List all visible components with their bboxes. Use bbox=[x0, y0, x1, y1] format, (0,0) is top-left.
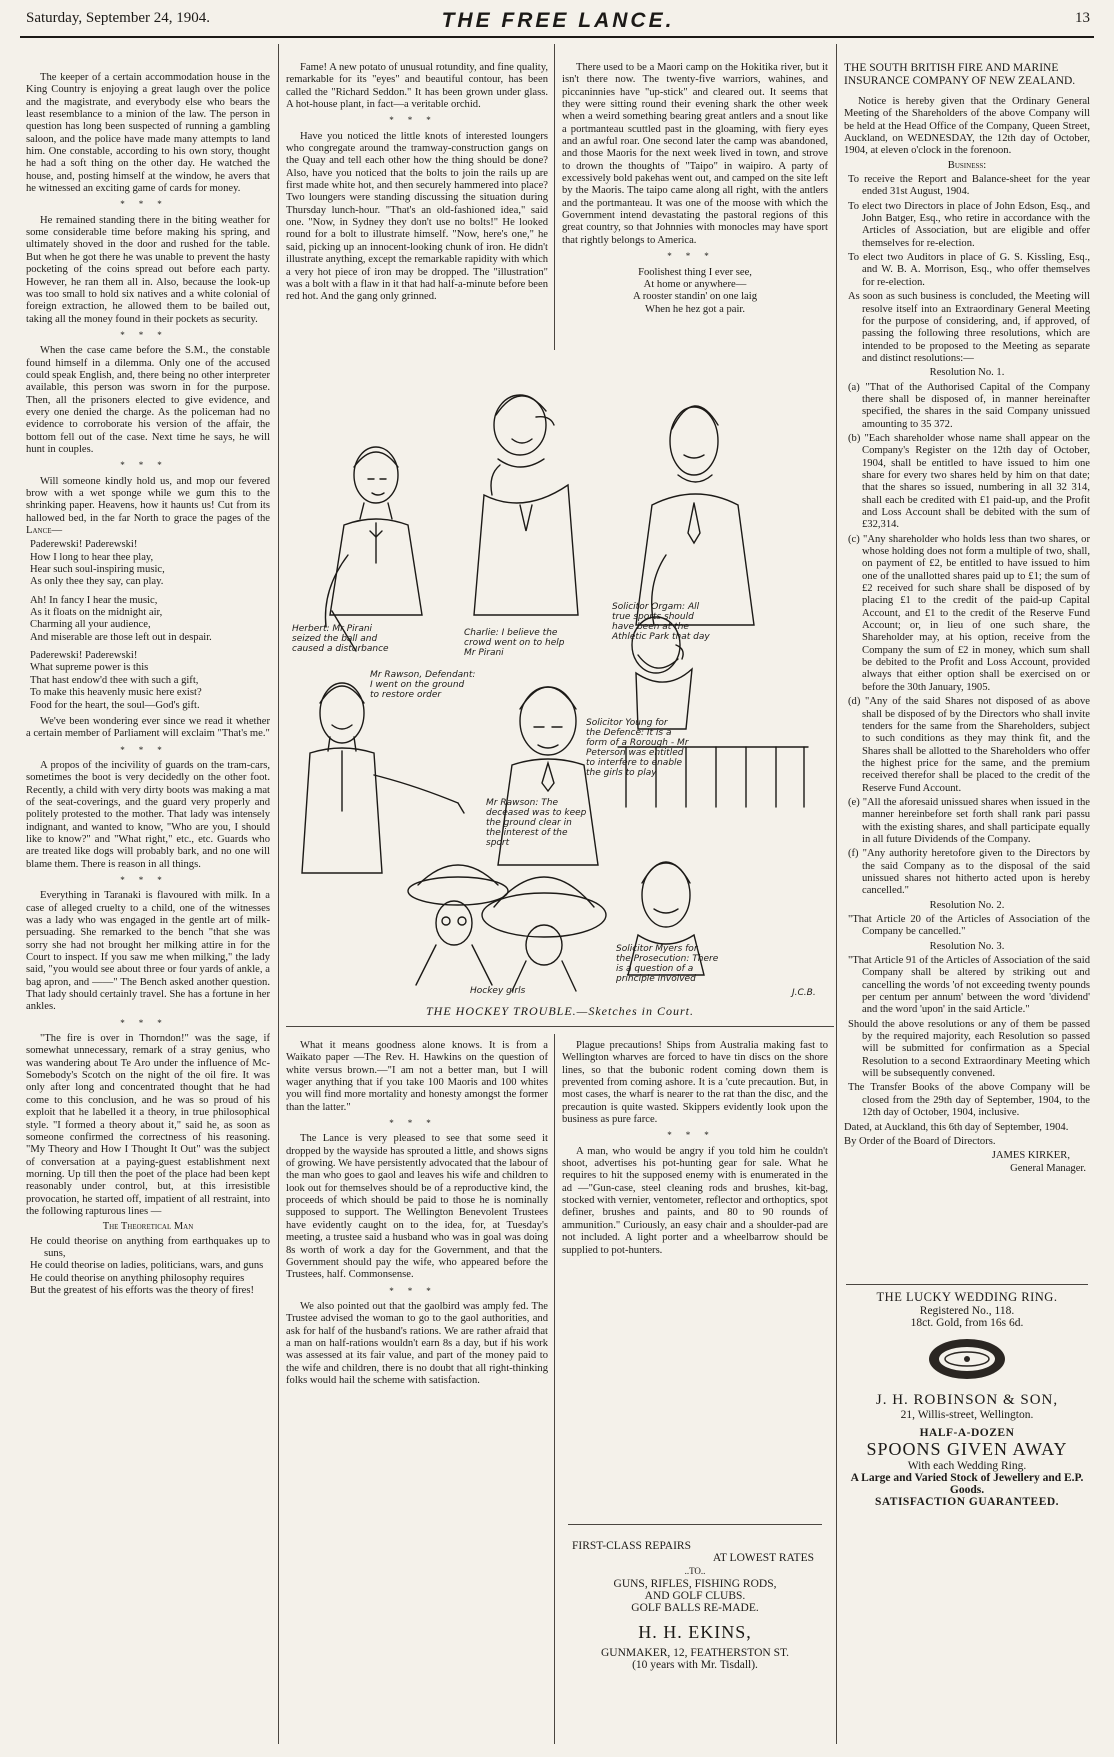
business-item: To elect two Auditors in place of G. S. Kissling, Esq., and W. B. A. Morrison, Esq., who offer themselves for re-election. bbox=[848, 252, 1090, 288]
sketch-label-line: true sports should bbox=[612, 612, 694, 622]
masthead-date: Saturday, September 24, 1904. bbox=[26, 10, 210, 26]
resolution-1-heading: Resolution No. 1. bbox=[929, 367, 1005, 379]
section-divider: *** bbox=[667, 1130, 723, 1141]
label-solicitor-myers: Solicitor Myers for the Prosecution: There is a question of a principle involved bbox=[616, 944, 719, 984]
section-divider: *** bbox=[389, 115, 445, 126]
article-potato: Fame! A new potato of unusual rotundity, and fine quality, remarkable for its "eyes" and beautiful contour, has been called the "Richard Seddon." It has been grown under glass. A hot-house plant, in fact—a veritable orchid. bbox=[286, 62, 548, 111]
sketch-label-line: deceased was to keep bbox=[486, 808, 587, 818]
resolution-1-d: (d) "Any of the said Shares not disposed of as above shall be disposed of by the Directors who shall invite tenders for the same from the Shareholders, subject to such conditions as they may think fit, and the Shares shall be allotted to the Shareholders who offer the highest price for the same, and the premium received therefor shall be placed to the credit of the Reserve Fund Account. bbox=[848, 696, 1090, 794]
article-accommodation-house: The keeper of a certain accommodation house in the King Country is enjoying a great laugh over the police and the magistrate, and everybody else who bears the least resemblance to a minion of the law. The person in question has long been suspected of running a gambling saloon, and the police have made many attempts to land him. One constable, according to his own story, thought he had a soft thing on the other day. He watched the house, and, posting himself at the window, he avers that he witnessed an exciting game of cards for money. bbox=[26, 72, 270, 195]
business-heading: Business: bbox=[947, 159, 987, 171]
section-divider: *** bbox=[667, 251, 723, 262]
notice-signer: JAMES KIRKER, bbox=[991, 1150, 1070, 1162]
notice-confirmation: Should the above resolutions or any of them be passed by the required majority, each Resolution so passed will be submitted for confirmation as a Special Resolution to a second Extraordinary Meeting which will be subsequently convened. bbox=[848, 1018, 1090, 1080]
sketch-label-line: form of a Rorough - Mr bbox=[586, 738, 689, 748]
label-charlie: Charlie: I believe the crowd went on to help Mr Pirani bbox=[464, 628, 565, 658]
sketch-charlie bbox=[474, 395, 578, 615]
resolution-3: "That Article 91 of the Articles of Association of the said Company shall be altered by striking out and cancelling the words 'of not exceeding twenty pounds per centum per annum' between the word 'dividend' and the word 'upon' in the said Article." bbox=[848, 955, 1090, 1016]
sketch-label-line: is a question of a bbox=[616, 964, 694, 974]
resolution-3-heading: Resolution No. 3. bbox=[929, 940, 1005, 952]
sketch-label-line: sport bbox=[486, 838, 510, 848]
cartoon-bottom-rule bbox=[286, 1026, 834, 1027]
business-item: To receive the Report and Balance-sheet for the year ended 31st August, 1904. bbox=[848, 174, 1090, 198]
notice-title: THE SOUTH BRITISH FIRE AND MARINE INSURANCE COMPANY OF NEW ZEALAND. bbox=[844, 62, 1076, 87]
sketch-label-line: to restore order bbox=[370, 690, 442, 700]
masthead-title: THE FREE LANCE. bbox=[441, 9, 675, 32]
resolution-1-f: (f) "Any authority heretofore given to the Directors by the said Company as to the disposal of the said unissued shares not hitherto acted upon is hereby cancelled." bbox=[848, 848, 1090, 897]
paderewski-poem: Paderewski! Paderewski! How I long to hear thee play, Hear such soul-inspiring music, As only thee they say, can play. Ah! In fancy I hear the music, As it floats on the midnight air, Charming all your audience, And miserable are those left out in despair. Paderewski! Paderewski! What supreme power is this That hast endow'd thee with such a gift, To make this heavenly music here exist? Food for the heart, the soul—God's gift. bbox=[30, 539, 212, 711]
sketch-label-line: principle involved bbox=[616, 974, 696, 984]
section-divider: *** bbox=[120, 460, 176, 471]
section-divider: *** bbox=[120, 1017, 176, 1028]
column-3-bottom bbox=[562, 1040, 828, 1508]
column-rule-3 bbox=[836, 44, 837, 1744]
article-waikato: What it means goodness alone knows. It is from a Waikato paper —The Rev. H. Hawkins on the question of white versus brown.—"I am not a better man, but I will wager anything that if you take 100 Maoris and 100 whites you will find more mortality and honesty amongst the former than the latter." bbox=[286, 1040, 548, 1113]
sketch-label-line: crowd went on to help bbox=[464, 638, 565, 648]
sketch-label-line: have been at the bbox=[612, 622, 689, 632]
sketch-solicitor-orgam bbox=[636, 406, 754, 625]
article-fire-theory: "The fire is over in Thorndon!" was the sage, if somewhat unnecessary, remark of a stray genius, who was wandering about Te Aro under the influence of Mc-Somebody's Scotch on the night of the oil fire. It was only after long and concentrated thought that he had come to this conclusion, and he was so proud of his exploit that he labelled it a theory, in true philosophical style. "I formed a theory about it," said he, as soon as someone confirmed the correctness of his reasoning. "My Theory and How I Thought It Out" was the subject of conversation at a paying-guest establishment next morning. Up till then the poet of the place had been kept reasonably under control, but, at this irresistible provocation, he started off, impatient of all restraint, into the following rapturous lines — bbox=[26, 1033, 270, 1217]
article-gaolbird: We also pointed out that the gaolbird was amply fed. The Trustee advised the woman to go to the gaol authorities, and ask for half of the husband's rations. We are rather afraid that a man on half-rations wouldn't earn 8s a day, but if his work was assessed at its fair value, and part of the money paid to the wife and children, there is no doubt that all right-thinking folks would hail the scheme with satisfaction. bbox=[286, 1300, 548, 1386]
sketch-central-man bbox=[498, 687, 598, 865]
sketch-hockey-girls bbox=[408, 865, 606, 991]
notice-signer-title: General Manager. bbox=[1010, 1162, 1086, 1174]
sketch-label-line: the Defence: It is a bbox=[586, 728, 672, 738]
column-1 bbox=[26, 72, 270, 1748]
sketch-rawson-defendant bbox=[302, 683, 464, 873]
sketch-label-line: seized the ball and bbox=[292, 634, 378, 644]
sketch-label-line: to interfere to enable bbox=[586, 758, 683, 768]
sketch-label-line: the interest of the bbox=[486, 828, 568, 838]
resolution-1-e: (e) "All the aforesaid unissued shares when issued in the manner hereinbefore set forth shall rank pari passu with the existing shares, and shall participate equally in all future Dividends of the Company. bbox=[848, 796, 1090, 845]
resolution-2-heading: Resolution No. 2. bbox=[929, 899, 1005, 911]
resolution-1-a: (a) "That of the Authorised Capital of the Company there shall be disposed of, in manner hereinafter specified, the shares in the said Company unissued amounting to 35 372. bbox=[848, 381, 1090, 430]
notice-transfer-books: The Transfer Books of the above Company will be closed from the 29th day of September, 1904, to the 12th day of October, 1904, inclusive. bbox=[848, 1082, 1090, 1119]
column-2-bottom bbox=[286, 1040, 548, 1746]
resolution-1-c: (c) "Any shareholder who holds less than two shares, or whose holding does not form a multiple of two, shall, on payment of £2, be entitled to have issued to him one of the unallotted shares paid up to £1; the sum of £2 received for such share shall be disposed of by placing £1 to the credit of the paid-up Capital Account, and £1 to the credit of the Reserve Fund Account; or, in lieu of one such share, the Shareholder may, at his option, receive from the Company the sum of £2 in money, which sum shall be debited to the Profit and Loss Account, provided always that either option shall be exercised on or before the 30th January, 1905. bbox=[848, 533, 1090, 693]
article-court-case: When the case came before the S.M., the constable found himself in a dilemma. Only one of the accused could speak English, and, there being no other interpreter available, this person was sworn in for the purpose. Then, all the prisoners elected to give evidence, and every one denied the charge. As the policeman had no evidence to corroborate his version of the affair, the bottom fell out of the case. Next time he says, he will hunt in couples. bbox=[26, 345, 270, 455]
business-item: As soon as such business is concluded, the Meeting will resolve itself into an Extraordinary General Meeting for the purpose of considering, and, if approved, of passing the following three resolutions, which are intended to be proposed to the Meeting as separate and distinct resolutions:— bbox=[848, 291, 1090, 364]
business-item: To elect two Directors in place of John Edson, Esq., and John Batger, Esq., who retire in accordance with the Articles of Association, but are eligible and offer themselves for re-election. bbox=[848, 200, 1090, 249]
label-rawson-2: Mr Rawson: The deceased was to keep the ground clear in the interest of the sport bbox=[486, 798, 587, 848]
insurance-notice bbox=[844, 62, 1090, 1280]
article-tram-guards: A propos of the incivility of guards on the tram-cars, sometimes the boot is very decidedly on the other foot. Recently, a child with very dirty boots was making a mat of the seat-coverings, and the guard very properly and politely protested to the mother. That lady was intensely indignant, and wanted to know, "Who are you, I should like to know?" and "What right," etc., etc. Guards who are treated like dogs will probably bark, and no one will blame them. There is reason in all things. bbox=[26, 759, 270, 870]
column-2-top bbox=[286, 62, 548, 348]
section-divider: *** bbox=[389, 1118, 445, 1129]
notice-intro: Notice is hereby given that the Ordinary General Meeting of the Shareholders of the above Company will be held at the Head Office of the Company, Queen Street, Auckland, on WEDNESDAY, the 12th day of October, 1904, at eleven o'clock in the forenoon. bbox=[844, 96, 1090, 157]
label-rawson-defendant: Mr Rawson, Defendant: I went on the ground to restore order bbox=[370, 670, 476, 700]
column-3-top bbox=[562, 62, 828, 348]
resolution-2: "That Article 20 of the Articles of Association of the Company be cancelled." bbox=[848, 914, 1090, 938]
article-benevolent-trustees: The Lance is very pleased to see that some seed it dropped by the wayside has sprouted a little, and shows signs of growing. We have persistently advocated that the labour of the man who goes to gaol and leaves his wife and children to look out for themselves should be of a reproductive kind, the proceeds of which should be paid to those he is nominally supposed to support. The Wellington Benevolent Trustees have evidently caught on to the idea, for, at Tuesday's meeting, a trustee said a husband who was in goal was doing 8s worth of work a day for the Government, and that the Government should pay the wife, who appeared before the Trustees, half. Commonsense. bbox=[286, 1133, 548, 1281]
article-parliament: We've been wondering ever since we read it whether a certain member of Parliament will exclaim "That's me." bbox=[26, 715, 270, 740]
sketch-label-line: Athletic Park that day bbox=[612, 632, 710, 642]
article-paderewski-intro: Will someone kindly hold us, and mop our fevered brow with a wet sponge while we gum this to the shrinking paper. Heavens, how it haunts us! Cut from its hallowed bed, in the far North to grace the pages of the Lance— bbox=[26, 475, 270, 537]
label-hockey-girls: Hockey girls bbox=[470, 986, 526, 996]
resolution-1-b: (b) "Each shareholder whose name shall appear on the Company's Register on the 12th day of October, 1904, shall be entitled to have issued to him one share for every two shares held by him on that date; that the shares so issued, numbering in all 32 314, shall each be credited with £1 paid-up, and the Profit and Loss Account shall be debited with the sum of £32,314. bbox=[848, 432, 1090, 531]
notice-dated: Dated, at Auckland, this 6th day of September, 1904. bbox=[844, 1121, 1069, 1133]
sketch-herbert bbox=[325, 447, 422, 651]
sketch-label-line: the girls to play bbox=[586, 768, 657, 778]
article-card-game: He remained standing there in the biting weather for some considerable time before making his spring, and ultimately shoved in the door and rushed for the table. But when he got there he was unable to prevent the hasty pocketing of the coins spread out before each party. However, he ran them all in. Also, because the look-up was too small to hold six natives and a white colonial of foreign extraction, he allowed them to be bailed out, taking all the money found in their pockets as security. bbox=[26, 214, 270, 325]
ad-separator bbox=[568, 1524, 822, 1525]
sketch-label-line: the Prosecution: There bbox=[616, 954, 719, 964]
ad-separator bbox=[846, 1284, 1088, 1285]
label-solicitor-orgam: Solicitor Orgam: All true sports should have been at the Athletic Park that day bbox=[612, 602, 710, 642]
ekins-advertisement: FIRST-CLASS REPAIRS AT LOWEST RATES ..TO.. GUNS, RIFLES, FISHING RODS, AND GOLF CLUBS. GOLF BALLS RE-MADE. H. H. EKINS, GUNMAKER, 12, FEATHERSTON ST. (10 years with Mr. Tisdall). bbox=[572, 1540, 814, 1671]
poem-heading: The Theoretical Man bbox=[102, 1221, 194, 1233]
article-maori-camp: There used to be a Maori camp on the Hokitika river, but it isn't there now. The twenty-five warriors, wahines, and piccaninnies have "up-stick" and cleared out. It seems that they were sitting round their evening shark the other week when a weird something bearing great antlers and a snout like a portmanteau scuttled past in the gloaming, with fiery eyes and an awful roar. One second later the camp was abandoned, and those Maoris for the next week lived in town, and strove to drown the thoughts of "Taipo" in waipiro. A party of excessively bold pakehas went out, and camped on the site left by the Maoris. The taipo came along all right, with the antlers and the portmanteau. It was one of the moose with which the Government intend devastating the pastoral regions of this great country, so that Johnnies with monocles may have sport that rightly belongs to America. bbox=[562, 62, 828, 246]
wedding-ring-icon bbox=[925, 1335, 1009, 1383]
theoretical-man-poem: He could theorise on anything from earthquakes up to suns, He could theorise on ladies, politicians, wars, and guns He could theorise on anything philosophy requires But the greatest of his efforts was the theory of fires! bbox=[30, 1235, 270, 1296]
sketch-label-line: Peterson was entitled bbox=[586, 748, 684, 758]
column-rule-4 bbox=[554, 1034, 555, 1744]
column-rule-1 bbox=[278, 44, 279, 1744]
ring-advertisement: THE LUCKY WEDDING RING. Registered No., 118. 18ct. Gold, from 16s 6d. J. H. ROBINSON & SON, 21, Willis-street, Wellington. HALF-A-DOZEN SPOONS GIVEN AWAY With each Wedding Ring. A Large and Varied Stock of Jewellery and E.P. Goods. SATISFACTION GUARANTEED. bbox=[850, 1290, 1084, 1508]
label-solicitor-young: Solicitor Young for the Defence: It is a form of a Rorough - Mr Peterson was entitled to interfere to enable the girls to play bbox=[586, 718, 689, 778]
section-divider: *** bbox=[389, 1285, 445, 1296]
section-divider: *** bbox=[120, 744, 176, 755]
artist-initials: J.C.B. bbox=[792, 988, 816, 998]
page-number: 13 bbox=[1075, 10, 1090, 26]
section-divider: *** bbox=[120, 329, 176, 340]
section-divider: *** bbox=[120, 874, 176, 885]
sketch-label-line: Mr Pirani bbox=[464, 648, 504, 658]
masthead-rule bbox=[20, 36, 1094, 38]
notice-order: By Order of the Board of Directors. bbox=[844, 1135, 996, 1147]
sketch-label-line: caused a disturbance bbox=[292, 644, 389, 654]
cartoon-caption: THE HOCKEY TROUBLE.—Sketches in Court. bbox=[425, 1004, 694, 1018]
hockey-trouble-cartoon bbox=[286, 355, 834, 999]
label-herbert: Herbert: Mr Pirani seized the ball and caused a disturbance bbox=[292, 624, 389, 654]
column-rule-2 bbox=[554, 44, 555, 350]
article-pot-hunter: A man, who would be angry if you told him he couldn't shoot, advertises his pot-hunting gear for sale. What he requires to hit the supposed enemy with is enumerated in the ad —"Gun-case, steel cleaning rods and brushes, kit-bag, stocked with vernier, ventometer, reflector and orthoptics, spot definer, brushes and paints, and 80 to 90 rounds of ammunition." Curiously, an easy chair and a shoulder-pad are not included. A light porter and a wheelbarrow should be supplied to pot-hunters. bbox=[562, 1145, 828, 1256]
rooster-verse: Foolishest thing I ever see, At home or anywhere— A rooster standin' on one laig When he hez got a pair. bbox=[632, 266, 757, 315]
sketch-label-line: the ground clear in bbox=[486, 818, 572, 828]
article-tramway-loungers: Have you noticed the little knots of interested loungers who congregate around the tramway-construction gangs on the Quay and tell each other how the thing should be done? Also, have you noticed that the bolts to join the rails up are first made white hot, and then securely hammered into place? Two loungers were standing discussing the situation during Thursday lunch-hour. "That's an old-fashioned idea," said one. "Now, in Sydney they don't use no bolts!" He looked round for a bolt to illustrate himself. "Now, here's one," he said, picking up an innocent-looking chunk of iron. He didn't illustrate anything, except the remarkable rapidity with which a very hot piece of iron may be dropped. The "illustration" was a bolt with a flaw in it that had half-a-minute before been red hot. And the gang only grinned. bbox=[286, 130, 548, 303]
section-divider: *** bbox=[120, 199, 176, 210]
article-plague: Plague precautions! Ships from Australia making fast to Wellington wharves are forced to have tin discs on the shore lines, so that the bubonic rodent coming down them is prevented from coming ashore. It is a 'cute precaution. But, in most cases, the wharf is nearer to the rat than the disc, and the precaution is quite wasted. Skippers evidently look upon the business as pure farce. bbox=[562, 1040, 828, 1126]
article-taranaki: Everything in Taranaki is flavoured with milk. In a case of alleged cruelty to a child, one of the witnesses was a lady who was engaged in the gentle art of milk-persuading. She remarked to the bench "that she was sorry she had not brought her milking attire in for the Court to inspect. If you saw me when milking," the lady said, "you would see about three or four yards of ankle, a bag apron, and ——" The Bench asked another question. That lady should certainly travel. She has a fortune in her ankles. bbox=[26, 890, 270, 1013]
sketch-label-line: I went on the ground bbox=[370, 680, 465, 690]
